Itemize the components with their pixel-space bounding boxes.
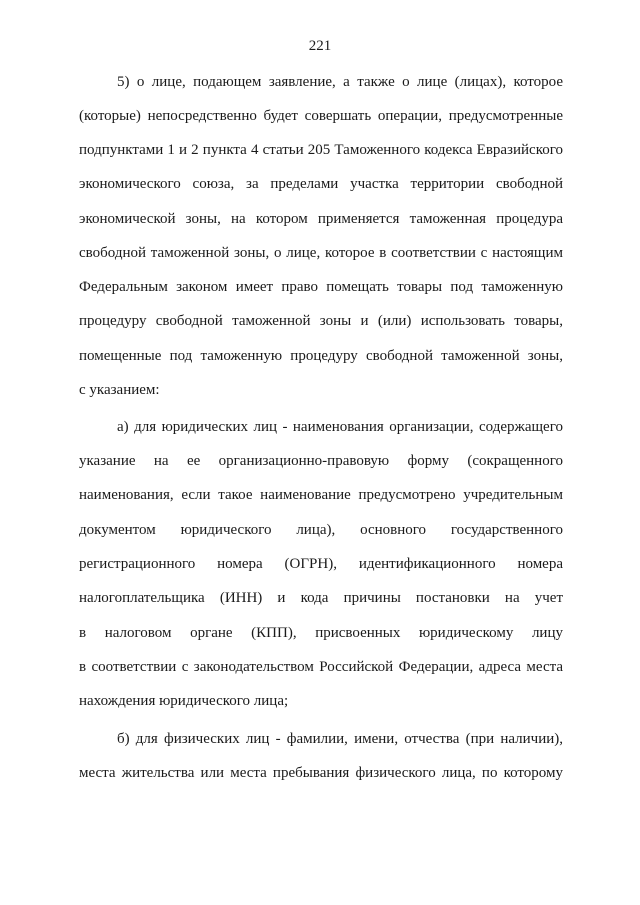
text-line: с указанием: xyxy=(79,382,160,398)
text-line: б) для физических лиц - фамилии, имени, отчества (при наличии), xyxy=(117,731,563,747)
text-line: указание на ее организационно-правовую форму (сокращенного xyxy=(79,453,563,469)
text-line: свободной таможенной зоны, о лице, которое в соответствии с настоящим xyxy=(79,245,563,261)
text-line: в налоговом органе (КПП), присвоенных юридическому лицу xyxy=(79,625,563,641)
text-line: экономической зоны, на котором применяется таможенная процедура xyxy=(79,211,563,227)
text-line: (которые) непосредственно будет совершать операции, предусмотренные xyxy=(79,108,563,124)
text-line: нахождения юридического лица; xyxy=(79,693,289,709)
text-line: а) для юридических лиц - наименования организации, содержащего xyxy=(117,419,563,435)
text-line: документом юридического лица), основного государственного xyxy=(79,522,563,538)
text-line: экономического союза, за пределами участка территории свободной xyxy=(79,176,563,192)
text-line: помещенные под таможенную процедуру свободной таможенной зоны, xyxy=(79,348,563,364)
page-number: 221 xyxy=(308,38,332,54)
text-line: места жительства или места пребывания физического лица, по которому xyxy=(79,765,563,781)
text-line: в соответствии с законодательством Российской Федерации, адреса места xyxy=(79,659,563,675)
text-line: 5) о лице, подающем заявление, а также о лице (лицах), которое xyxy=(117,74,563,90)
text-line: процедуру свободной таможенной зоны и (или) использовать товары, xyxy=(79,313,563,329)
text-line: налогоплательщика (ИНН) и кода причины постановки на учет xyxy=(79,590,563,606)
text-line: регистрационного номера (ОГРН), идентификационного номера xyxy=(79,556,563,572)
text-line: Федеральным законом имеет право помещать товары под таможенную xyxy=(79,279,563,295)
text-line: наименования, если такое наименование предусмотрено учредительным xyxy=(79,487,563,503)
text-line: подпунктами 1 и 2 пункта 4 статьи 205 Таможенного кодекса Евразийского xyxy=(79,142,563,158)
